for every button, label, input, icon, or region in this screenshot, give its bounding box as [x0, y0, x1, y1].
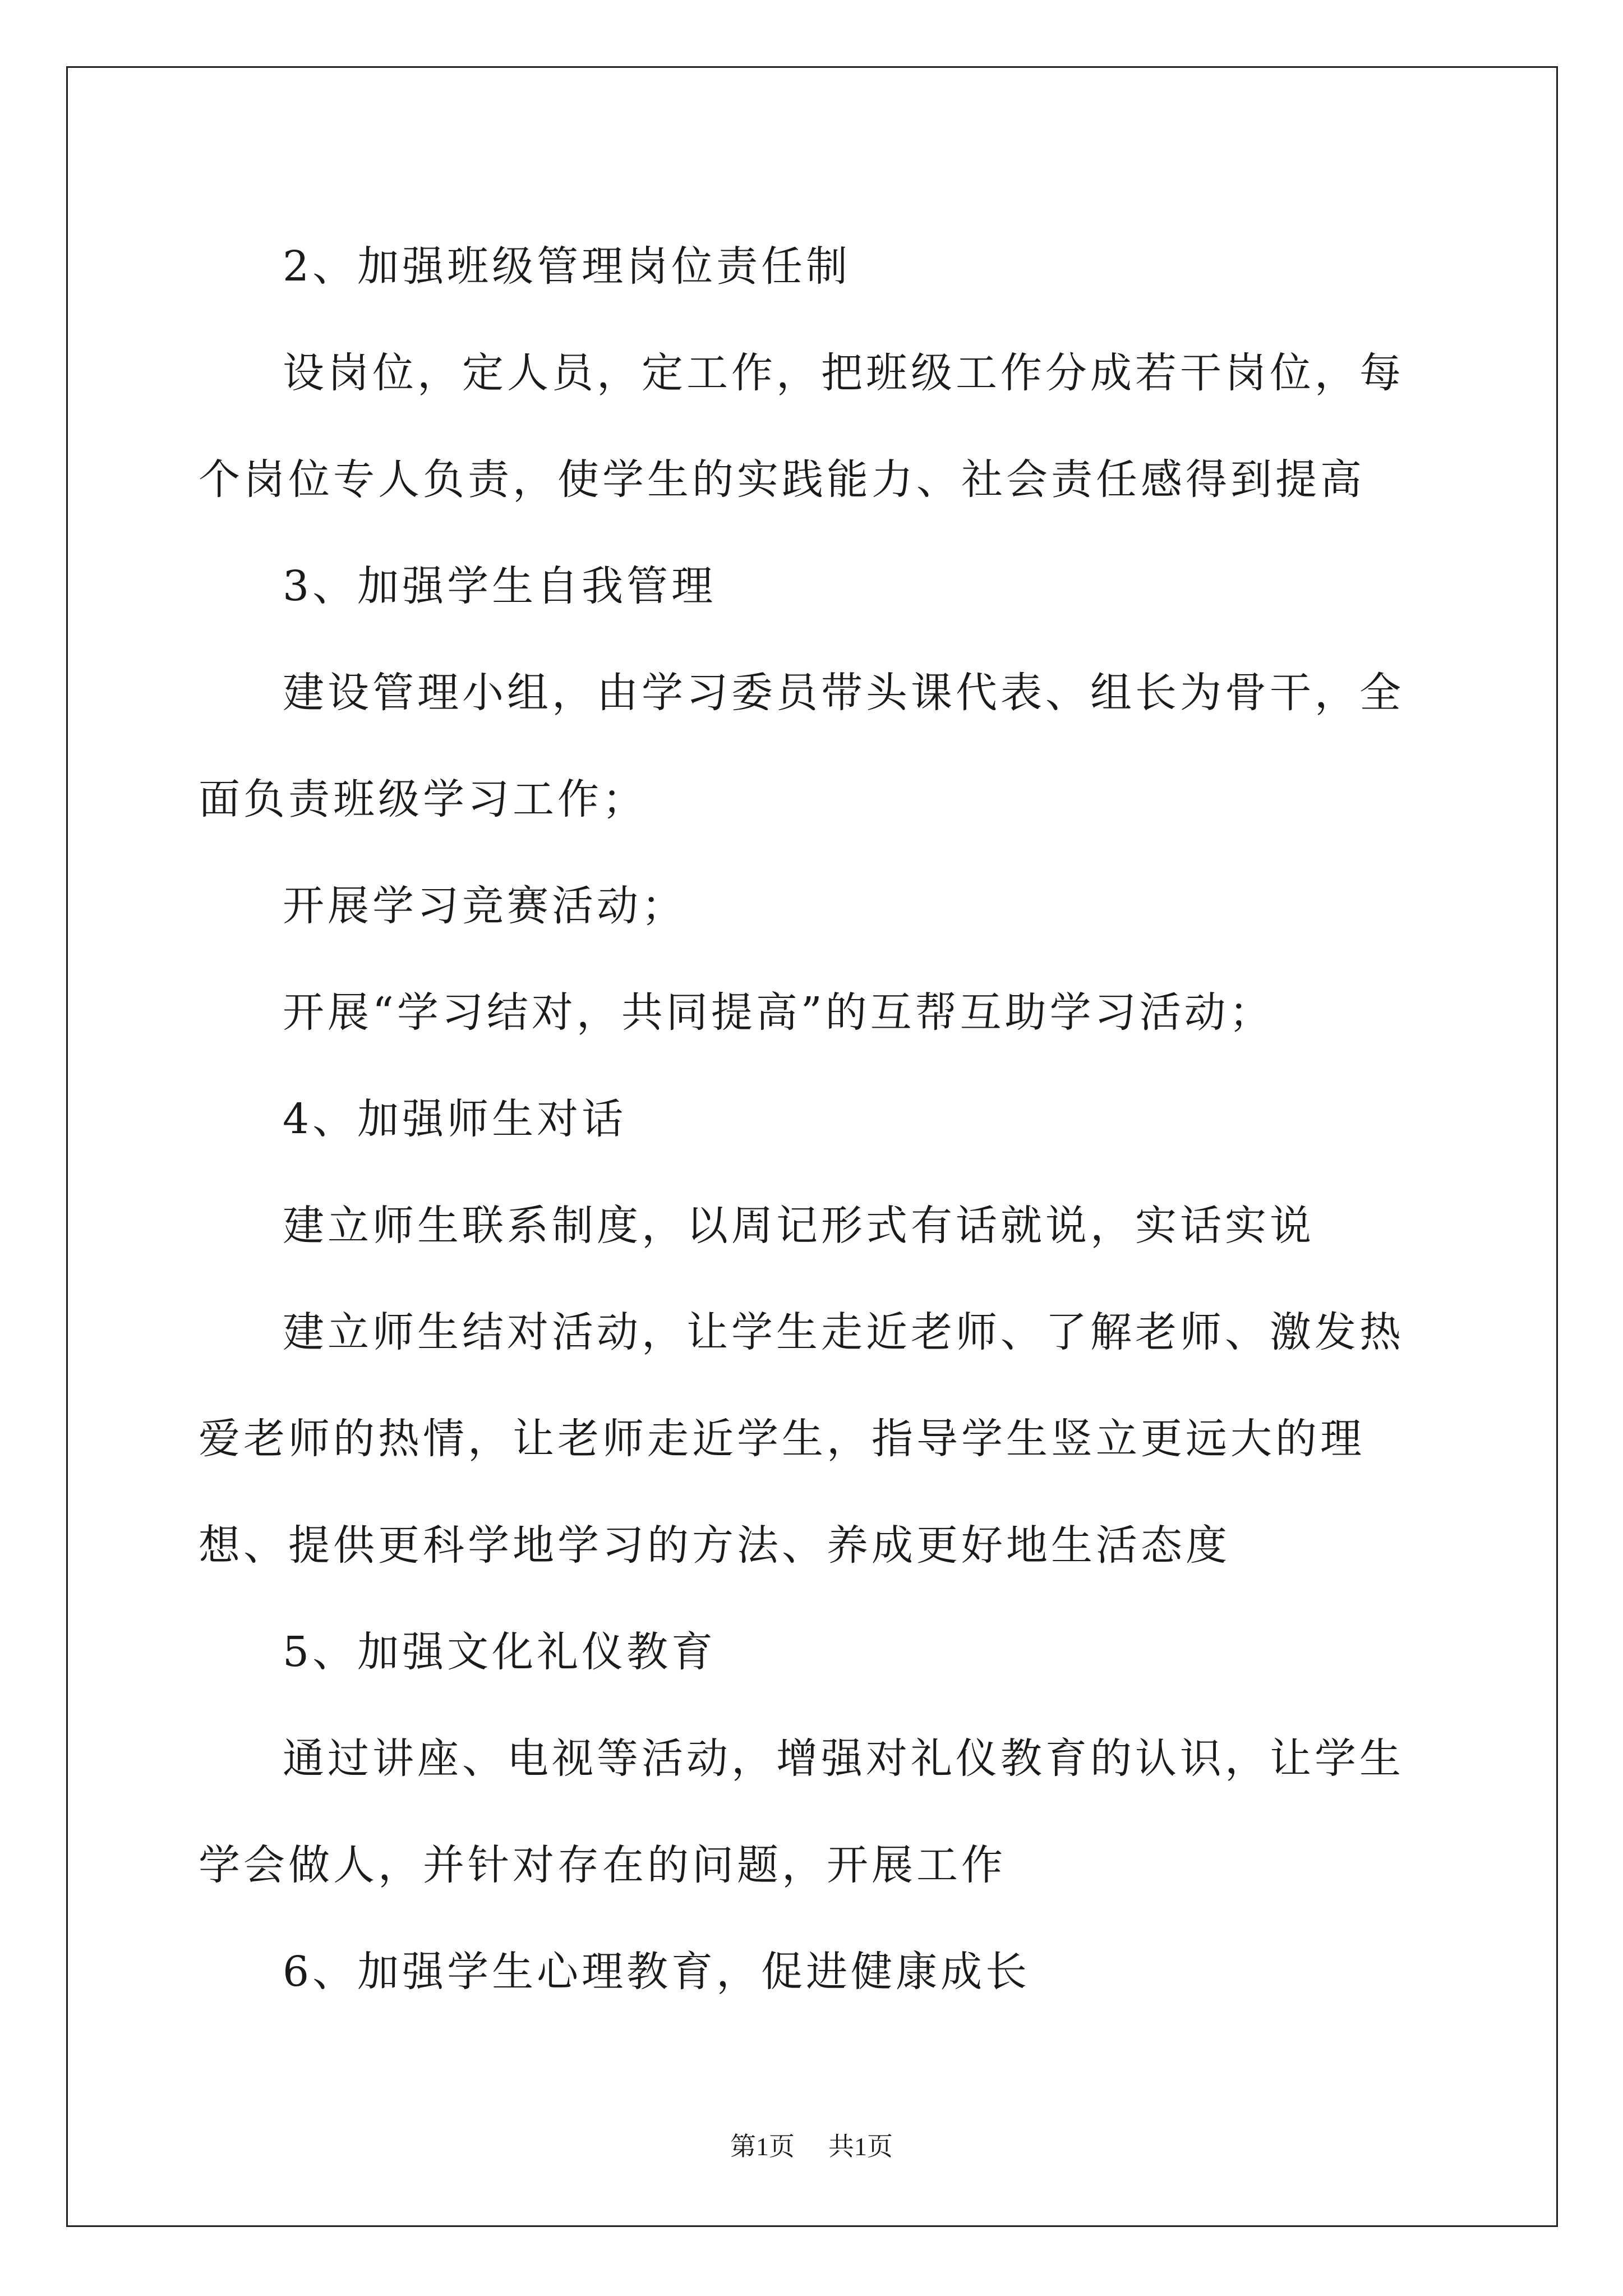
heading-item-4: 4、加强师生对话 [283, 1095, 627, 1143]
body-paragraph: 建立师生结对活动，让学生走近老师、了解老师、激发热爱老师的热情，让老师走近学生，指导学生竖立更远大的理想、提供更科学地学习的方法、养成更好地生活态度 [199, 1308, 1404, 1570]
page-number-total: 共1页 [828, 2132, 893, 2161]
body-paragraph: 建设管理小组，由学习委员带头课代表、组长为骨干，全面负责班级学习工作； [199, 669, 1404, 823]
body-paragraph: 建立师生联系制度，以周记形式有话就说，实话实说 [283, 1202, 1315, 1250]
heading-item-2: 2、加强班级管理岗位责任制 [283, 242, 851, 291]
heading-item-5: 5、加强文化礼仪教育 [283, 1628, 717, 1676]
heading-item-3: 3、加强学生自我管理 [283, 562, 717, 610]
body-paragraph: 通过讲座、电视等活动，增强对礼仪教育的认识，让学生学会做人，并针对存在的问题，开展工作 [199, 1734, 1404, 1889]
page-number-current: 第1页 [730, 2132, 795, 2161]
body-paragraph: 开展学习竞赛活动； [283, 882, 686, 930]
body-paragraph: 设岗位，定人员，定工作，把班级工作分成若干岗位，每个岗位专人负责，使学生的实践能力、社会责任感得到提高 [199, 349, 1404, 504]
page-footer [0, 2126, 1623, 2163]
body-paragraph: 开展“学习结对，共同提高”的互帮互助学习活动； [283, 988, 1274, 1037]
document-body [199, 213, 1432, 2025]
heading-item-6: 6、加强学生心理教育，促进健康成长 [283, 1948, 1031, 1996]
